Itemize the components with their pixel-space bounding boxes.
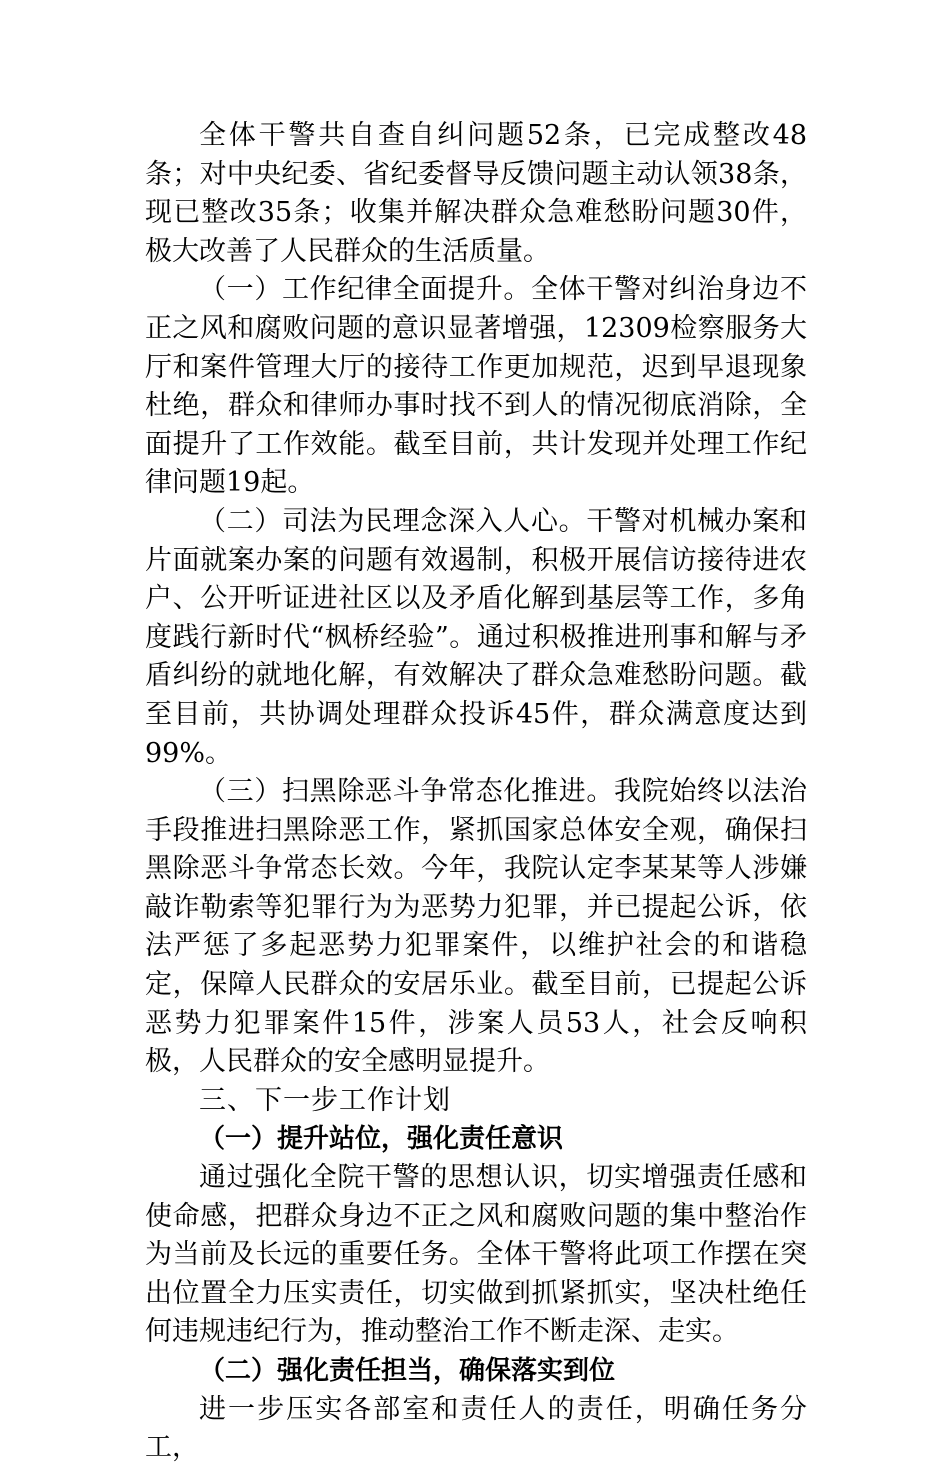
paragraph-work-discipline: （一）工作纪律全面提升。全体干警对纠治身边不正之风和腐败问题的意识显著增强，12309检察服务大厅和案件管理大厅的接待工作更加规范，迟到早退现象杜绝，群众和律师办事时找不到人的情况彻底消除，全面提升了工作效能。截至目前，共计发现并处理工作纪律问题19起。 [145,274,807,499]
paragraph-judicial-for-people: （二）司法为民理念深入人心。干警对机械办案和片面就案办案的问题有效遏制，积极开展信访接待进农户、公开听证进社区以及矛盾化解到基层等工作，多角度践行新时代“枫桥经验”。通过积极推进刑事和解与矛盾纠纷的就地化解，有效解决了群众急难愁盼问题。截至目前，共协调处理群众投诉45件，群众满意度达到99%。 [145,505,807,769]
document-body [145,117,807,1468]
subheading-raise-position: （一）提升站位，强化责任意识 [199,1124,564,1155]
paragraph-raise-position-body: 通过强化全院干警的思想认识，切实增强责任感和使命感，把群众身边不正之风和腐败问题的集中整治作为当前及长远的重要任务。全体干警将此项工作摆在突出位置全力压实责任，切实做到抓紧抓实，坚决杜绝任何违规违纪行为，推动整治工作不断走深、走实。 [145,1162,807,1348]
section-heading-next-steps: 三、下一步工作计划 [199,1084,451,1116]
paragraph-rectification-summary: 全体干警共自查自纠问题52条，已完成整改48条；对中央纪委、省纪委督导反馈问题主动认领38条，现已整改35条；收集并解决群众急难愁盼问题30件，极大改善了人民群众的生活质量。 [145,120,807,267]
subheading-strengthen-responsibility: （二）强化责任担当，确保落实到位 [199,1356,616,1386]
paragraph-anti-crime-campaign: （三）扫黑除恶斗争常态化推进。我院始终以法治手段推进扫黑除恶工作，紧抓国家总体安全观，确保扫黑除恶斗争常态长效。今年，我院认定李某某等人涉嫌敲诈勒索等犯罪行为为恶势力犯罪，并已提起公诉，依法严惩了多起恶势力犯罪案件，以维护社会的和谐稳定，保障人民群众的安居乐业。截至目前，已提起公诉恶势力犯罪案件15件，涉案人员53人，社会反响积极，人民群众的安全感明显提升。 [145,776,807,1078]
paragraph-strengthen-responsibility-body: 进一步压实各部室和责任人的责任，明确任务分工， [145,1393,807,1464]
